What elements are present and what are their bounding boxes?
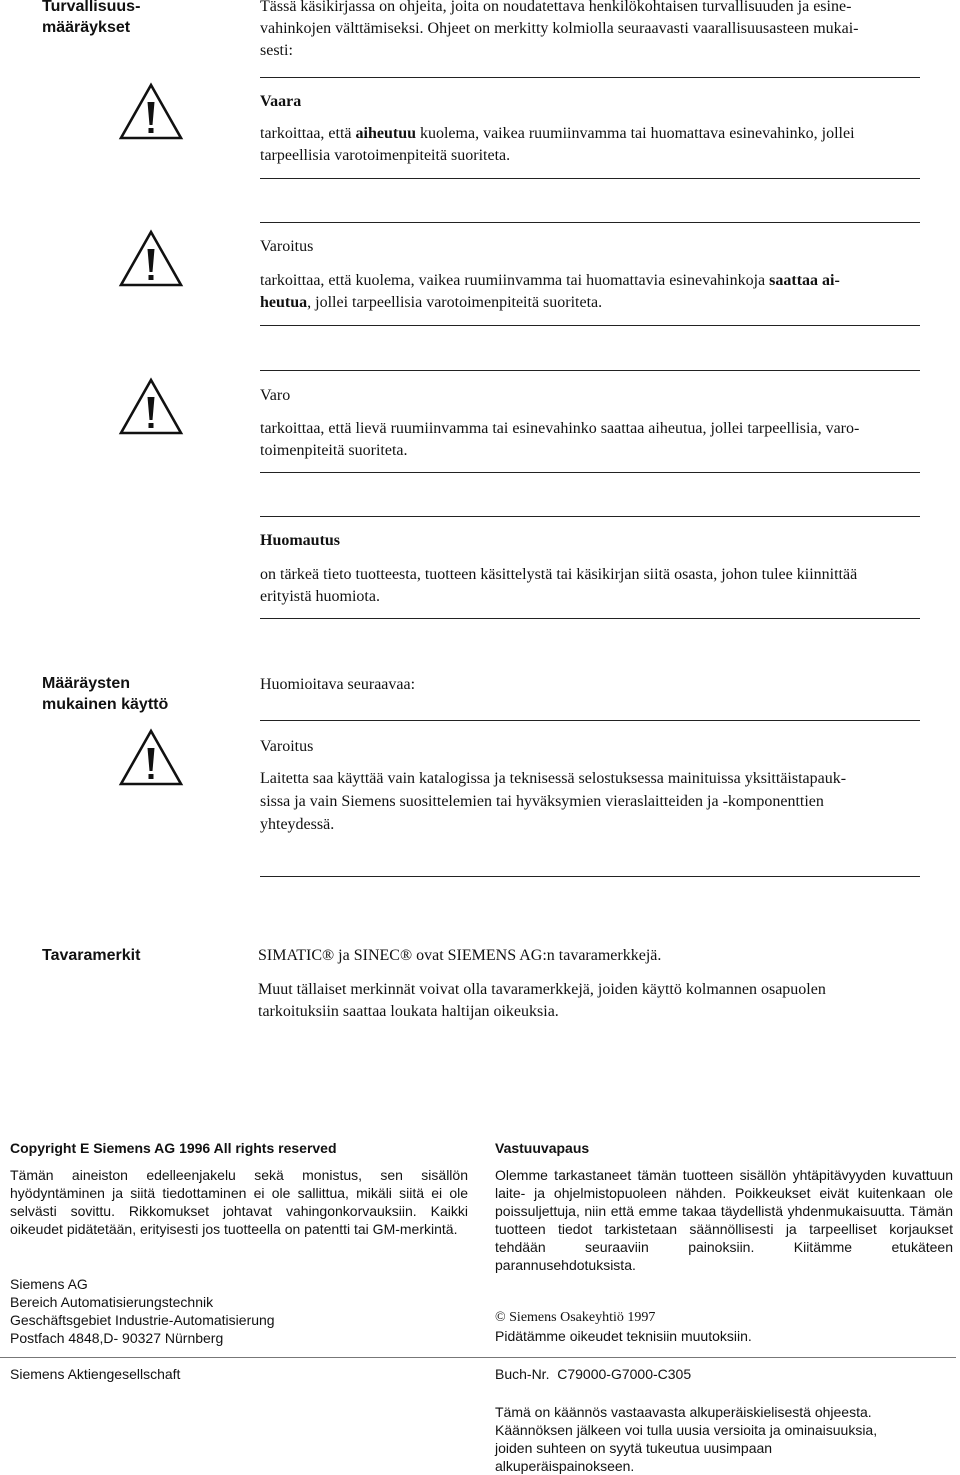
warning-triangle-icon [118, 728, 184, 786]
safety-heading: Turvallisuus- määräykset [42, 0, 141, 36]
rights-note: Pidätämme oikeudet teknisiin muutoksiin. [495, 1328, 752, 1344]
company-name: Siemens Aktiengesellschaft [10, 1366, 181, 1382]
divider [260, 720, 920, 721]
footer-right [495, 1139, 953, 1474]
liability-title: Vastuuvapaus [495, 1140, 590, 1156]
warning-triangle-icon [118, 229, 184, 287]
note-title: Huomautus [260, 532, 341, 549]
address: Siemens AG Bereich Automatisierungstechnik Geschäftsgebiet Industrie-Automatisierung Postfach 4848,D- 90327 Nürnberg [10, 1276, 275, 1346]
caution-title: Varo [260, 387, 291, 404]
warning-triangle-icon [118, 82, 184, 140]
divider [260, 77, 920, 78]
divider [260, 618, 920, 619]
divider [260, 370, 920, 371]
divider [260, 516, 920, 517]
liability-text: Olemme tarkastaneet tämän tuotteen sisällön yhtäpitävyyden kuvattuun laite- ja ohjelmistopuoleen nähden. Poikkeukset eivät kuitenkaan ole poissuljettuja, niin että emme takaa täydellistä yhdenmukaisuutta. Tämän tuotteen tiedot tarkistetaan säännöllisesti ja tarpeelliset korjaukset tehdään seuraaviin painoksiin. Kiitämme etukäteen parannusehdotuksista. [495, 1167, 953, 1273]
divider [260, 472, 920, 473]
osakeyhtio-copyright: © Siemens Osakeyhtiö 1997 [495, 1310, 656, 1325]
trademarks-line1: SIMATIC® ja SINEC® ovat SIEMENS AG:n tavaramerkkejä. [258, 947, 662, 964]
footer-divider [0, 1357, 956, 1358]
intended-use-heading: Määräysten mukainen käyttö [42, 675, 169, 713]
trademarks-heading: Tavaramerkit [42, 947, 141, 964]
warning-triangle-icon [118, 377, 184, 435]
trademarks-text: Muut tällaiset merkinnät voivat olla tavaramerkkejä, joiden käyttö kolmannen osapuolen tarkoituksiin saattaa loukata haltijan oikeuksia. [258, 981, 826, 1020]
divider [260, 178, 920, 179]
danger-text: tarkoittaa, että aiheutuu kuolema, vaikea ruumiinvamma tai huomattava esinevahinko, jollei tarpeellisia varotoimenpiteitä suoriteta. [260, 125, 855, 164]
warning-text: tarkoittaa, että kuolema, vaikea ruumiinvamma tai huomattavia esinevahinkoja saattaa ai- heutua, jollei tarpeellisia varotoimenpiteitä suoriteta. [260, 272, 840, 311]
copyright-title: Copyright E Siemens AG 1996 All rights reserved [10, 1140, 337, 1156]
intended-use-intro: Huomioitava seuraavaa: [260, 676, 416, 693]
intended-use-text: Laitetta saa käyttää vain katalogissa ja teknisessä selostuksessa mainituissa yksittäistapauk- sissa ja vain Siemens suosittelemien tai hyväksymien vieraslaitteiden ja -komponenttien yhteydessä. [260, 770, 847, 833]
note-text: on tärkeä tieto tuotteesta, tuotteen käsittelystä tai käsikirjan siitä osasta, johon tulee kiinnittää erityistä huomiota. [260, 566, 858, 605]
danger-title: Vaara [260, 93, 302, 110]
translation-note: Tämä on käännös vastaavasta alkuperäiskielisestä ohjeesta. Käännöksen jälkeen voi tulla uusia versioita ja ominaisuuksia, joiden suhteen on syytä tukeutua uusimpaan alkuperäispainokseen. [495, 1404, 878, 1474]
footer-left [10, 1139, 468, 1382]
copyright-text: Tämän aineiston edelleenjakelu sekä monistus, sen sisällön hyödyntäminen ja siitä tiedottaminen ei ole sallittua, mikäli siitä ei ole selvästi sovittu. Rikkomukset johtavat vahingonkorvauksiin. Kaikki oikeudet pidätetään, erityisesti jos tuotteella on patentti tai GM-merkintä. [10, 1167, 468, 1237]
order-number: Buch-Nr. C79000-G7000-C305 [495, 1366, 692, 1382]
divider [260, 325, 920, 326]
intended-use-warning-title: Varoitus [260, 738, 314, 755]
safety-intro: Tässä käsikirjassa on ohjeita, joita on noudatettava henkilökohtaisen turvallisuuden ja esine- vahinkojen välttämiseksi. Ohjeet on merkitty kolmiolla seuraavasti vaarallisuusasteen mukai- sesti: [260, 0, 859, 59]
divider [260, 876, 920, 877]
caution-text: tarkoittaa, että lievä ruumiinvamma tai esinevahinko saattaa aiheutua, jollei tarpeellisia, varo- toimenpiteitä suoriteta. [260, 420, 860, 459]
divider [260, 222, 920, 223]
warning-title: Varoitus [260, 238, 314, 255]
